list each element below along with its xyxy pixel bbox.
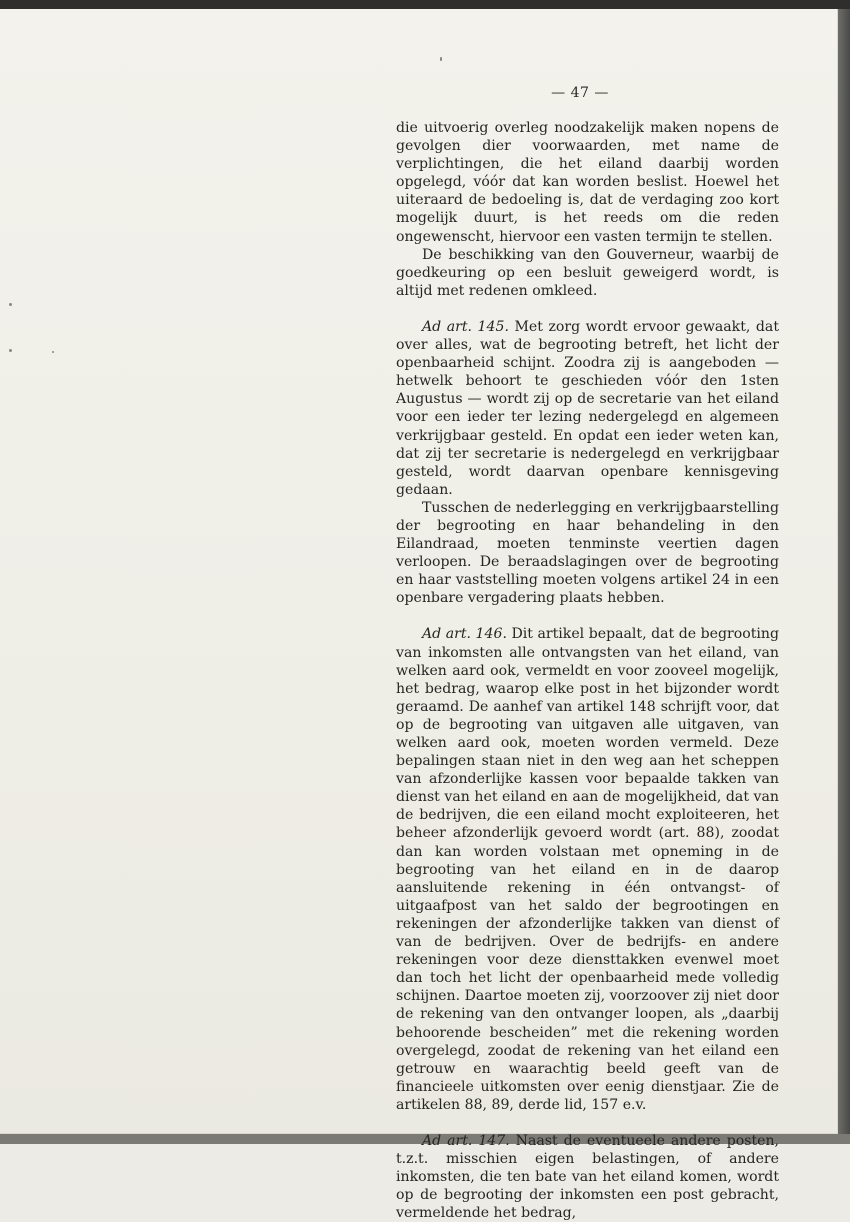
paragraph-art-146 [396, 625, 779, 1114]
scan-top-edge [0, 0, 850, 9]
page-number: — 47 — [551, 85, 609, 101]
paragraph-text: Dit artikel bepaalt, dat de begrooting van inkomsten alle ontvangsten van het eiland, van welken aard ook, vermeldt en voor zooveel mogelijk, het bedrag, waarop elke post in het bijzonder wordt geraamd. De aanhef van artikel 148 schrijft voor, dat op de begrooting van uitgaven alle uitgaven, van welken aard ook, moeten worden vermeld. Deze bepalingen staan niet in den weg aan het scheppen van afzonderlijke kassen voor bepaalde takken van dienst van het eiland en aan de mogelijkheid, dat van de bedrijven, die een eiland mocht exploiteeren, het beheer afzonderlijk gevoerd wordt (art. 88), zoodat dan kan worden volstaan met opneming in de begrooting van het eiland en in de daarop aansluitende rekening in één ontvangst- of uitgaafpost van het saldo der begrootingen en rekeningen der afzonderlijke takken van dienst of van de bedrijven. Over de bedrijfs- en andere rekeningen voor deze diensttakken evenwel moet dan toch het licht der openbaarheid mede volledig schijnen. Daartoe moeten zij, voorzoover zij niet door de rekening van den ontvanger loopen, als „daarbij behoorende bescheiden” met die rekening worden overgelegd, zoodat de rekening van het eiland een getrouw en waarachtig beeld geeft van de financieele uitkomsten over eenig dienstjaar. Zie de artikelen 88, 89, derde lid, 157 e.v. [396, 626, 779, 1113]
paragraph-text: Tusschen de nederlegging en verkrijgbaarstelling der begrooting en haar behandeling in den Eilandraad, moeten tenminste veertien dagen verloopen. De beraadslagingen over de begrooting en haar vaststelling moeten volgens artikel 24 in een openbare vergadering plaats hebben. [396, 499, 779, 607]
paragraph-art-147 [396, 1132, 779, 1222]
paper-speck [440, 57, 442, 61]
paragraph-text: De beschikking van den Gouverneur, waarbij de goedkeuring op een besluit geweigerd wordt, is altijd met redenen omkleed. [396, 246, 779, 299]
article-reference: Ad art. 145. [422, 318, 509, 335]
paragraph-text: Met zorg wordt ervoor gewaakt, dat over alles, wat de begrooting betreft, het licht der openbaarheid schijnt. Zoodra zij is aangeboden — hetwelk behoort te geschieden vóór den 1sten Augustus — wordt zij op de secretarie van het eiland voor een ieder ter lezing nedergelegd en algemeen verkrijgbaar gesteld. En opdat een ieder weten kan, dat zij ter secretarie is nedergelegd en verkrijgbaar gesteld, wordt daarvan openbare kennisgeving gedaan. [396, 318, 779, 498]
scan-right-edge [838, 9, 850, 1144]
paragraph-continuation [396, 119, 779, 246]
paragraph-goedkeuring [396, 246, 779, 300]
text-column [396, 119, 779, 1222]
paper-speck [9, 303, 12, 306]
paragraph-text: die uitvoerig overleg noodzakelijk maken nopens de gevolgen dier voorwaarden, met name de verplichtingen, die het eiland daarbij worden opgelegd, vóór dat kan worden beslist. Hoewel het uiteraard de bedoeling is, dat de verdaging zoo kort mogelijk duurt, is het reeds om die reden ongewenscht, hiervoor een vasten termijn te stellen. [396, 120, 779, 245]
paragraph-text: Naast de eventueele andere posten, t.z.t. misschien eigen belastingen, of andere inkomsten, die ten bate van het eiland komen, wordt op de begrooting der inkomsten een post gebracht, vermeldende het bedrag, [396, 1132, 780, 1222]
paper-speck [9, 349, 12, 352]
paper-speck [52, 351, 54, 353]
article-reference: Ad art. 146. [422, 626, 507, 643]
paragraph-art-145 [396, 318, 779, 499]
article-reference: Ad art. 147. [422, 1132, 510, 1149]
paragraph-nederlegging [396, 499, 779, 608]
